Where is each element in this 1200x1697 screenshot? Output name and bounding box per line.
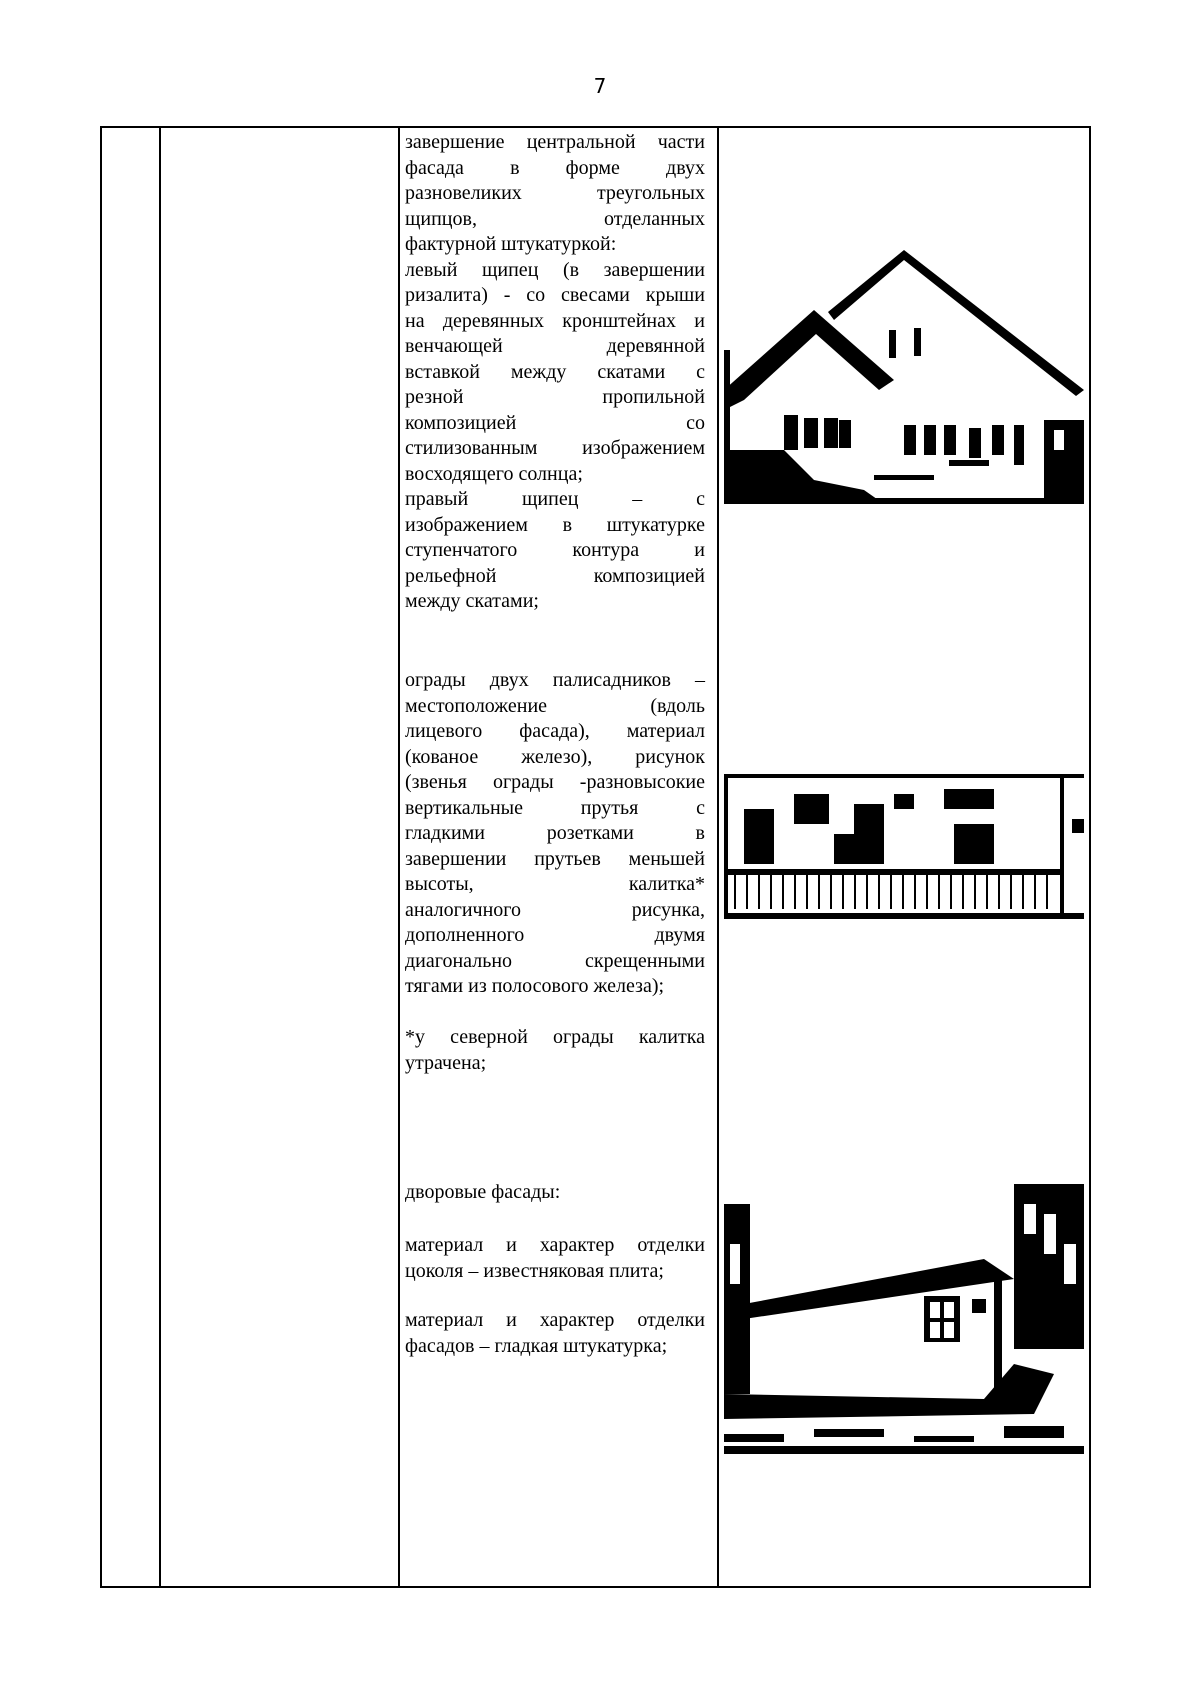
photo-courtyard-facade [724,1184,1084,1454]
text-line: восходящего солнца; [405,462,583,485]
text-line: щипцов, отделанных [405,207,705,230]
text-line: диагонально скрещенными [405,949,705,972]
text-line: на деревянных кронштейнах и [405,309,705,332]
text-line: резной пропильной [405,386,705,408]
text-line: ступенчатого контура и [405,539,705,561]
text-line: фасадов – гладкая штукатурка; [405,1334,668,1357]
text-line: материал и характер отделки [405,1234,705,1256]
text-line: левый щипец (в завершении [405,258,705,281]
text-line: завершении прутьев меньшей [405,847,705,870]
text-line: *у северной ограды калитка [405,1026,705,1048]
text-line: разновеликих треугольных [405,182,705,204]
photo-fence [724,774,1084,919]
text-line: местоположение (вдоль [405,694,705,717]
text-block-fences [405,668,705,1000]
photo-gabled-facade [724,250,1084,504]
text-line: (кованое железо), рисунок [405,745,705,768]
text-block-footnote [405,1025,705,1076]
text-line: венчающей деревянной [405,335,705,357]
text-line: гладкими розетками в [405,822,705,844]
text-line: завершение центральной части [405,131,705,153]
text-line: стилизованным изображением [405,437,705,459]
column-divider [717,128,719,1586]
text-line: дворовые фасады: [405,1181,561,1203]
text-line: аналогичного рисунка, [405,898,705,921]
text-line: ризалита) - со свесами крыши [405,284,705,306]
text-block-plinth [405,1233,705,1284]
text-line: фактурной штукатуркой: [405,233,617,255]
text-line: вертикальные прутья с [405,796,705,819]
text-line: материал и характер отделки [405,1309,705,1331]
text-line: вставкой между скатами с [405,360,705,383]
text-line: тягами из полосового железа); [405,975,665,997]
text-line: правый щипец – с [405,488,705,510]
text-line: цоколя – известняковая плита; [405,1259,664,1282]
column-divider [159,128,161,1586]
text-line: фасада в форме двух [405,156,705,179]
text-line: рельефной композицией [405,564,705,587]
text-block-facade-finish [405,1308,705,1359]
text-line: дополненного двумя [405,924,705,946]
text-line: изображением в штукатурке [405,513,705,536]
text-line: утрачена; [405,1051,487,1074]
text-line: композицией со [405,411,705,434]
column-divider [398,128,400,1586]
text-block-gables [405,130,705,615]
page-number: 7 [593,74,607,98]
text-line: ограды двух палисадников – [405,669,705,691]
text-block-courtyard-heading [405,1180,705,1206]
text-line: между скатами; [405,590,539,612]
text-line: (звенья ограды -разновысокие [405,771,705,793]
text-line: лицевого фасада), материал [405,720,705,742]
text-line: высоты, калитка* [405,873,705,895]
